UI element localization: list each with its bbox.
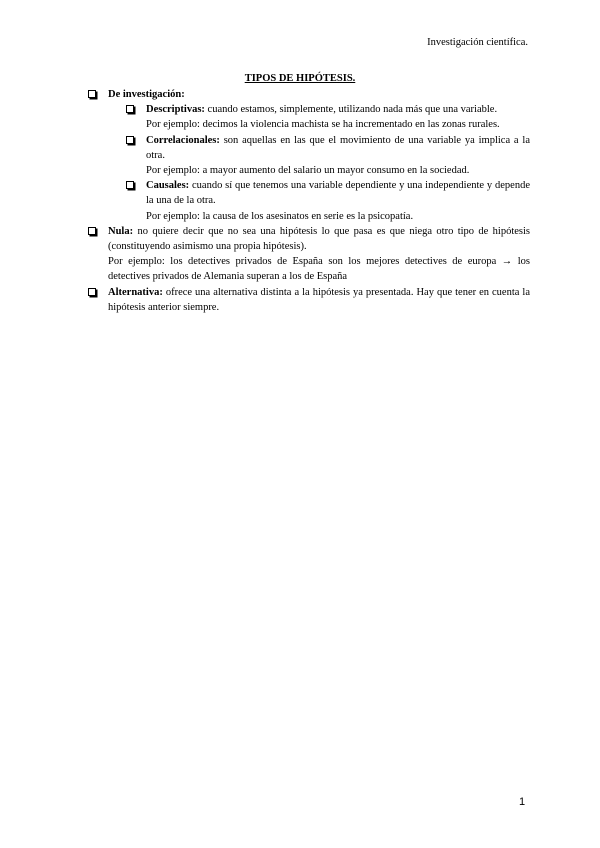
document-title: TIPOS DE HIPÓTESIS. bbox=[244, 73, 356, 84]
document-body bbox=[88, 87, 530, 315]
list-item-nula bbox=[88, 224, 530, 285]
item-text: cuando sí que tenemos una variable dependiente y una independiente y depende la una de la otra. bbox=[146, 180, 530, 207]
item-example: Por ejemplo: la causa de los asesinatos en serie es la psicopatía. bbox=[146, 210, 414, 222]
item-text: no quiere decir que no sea una hipótesis lo que pasa es que niega otro tipo de hipótesis (constituyendo asimismo una propia hipótesis). bbox=[108, 225, 530, 253]
item-text: son aquellas en las que el movimiento de una variable ya implica a la otra. bbox=[146, 134, 530, 161]
checkbox-bullet-icon bbox=[88, 227, 96, 235]
item-label: Alternativa: bbox=[108, 286, 163, 298]
checkbox-bullet-icon bbox=[88, 288, 96, 296]
list-item-de-investigacion bbox=[88, 87, 530, 102]
checkbox-bullet-icon bbox=[126, 181, 134, 189]
item-text: cuando estamos, simplemente, utilizando nada más que una variable. bbox=[204, 104, 498, 116]
list-item-correlacionales bbox=[126, 133, 530, 179]
list-item-descriptivas bbox=[126, 102, 530, 132]
list-item-alternativa bbox=[88, 285, 530, 315]
item-text: ofrece una alternativa distinta a la hipótesis ya presentada. Hay que tener en cuenta la hipótesis anterior siempre. bbox=[108, 286, 530, 313]
checkbox-bullet-icon bbox=[88, 90, 96, 98]
item-example: Por ejemplo: los detectives privados de España son los mejores detectives de europa → los detectives privados de Alemania superan a los de España bbox=[108, 256, 530, 283]
item-label: De investigación: bbox=[108, 89, 185, 100]
item-label: Causales: bbox=[146, 180, 190, 192]
item-example: Por ejemplo: a mayor aumento del salario un mayor consumo en la sociedad. bbox=[146, 165, 470, 177]
item-label: Correlacionales: bbox=[146, 134, 220, 146]
checkbox-bullet-icon bbox=[126, 136, 134, 144]
item-label: Descriptivas: bbox=[146, 104, 205, 116]
list-item-causales bbox=[126, 178, 530, 224]
page-number: 1 bbox=[519, 796, 526, 808]
page-header: Investigación científica. bbox=[427, 37, 528, 48]
checkbox-bullet-icon bbox=[126, 105, 134, 113]
item-label: Nula: bbox=[108, 225, 134, 237]
item-example: Por ejemplo: decimos la violencia machista se ha incrementado en las zonas rurales. bbox=[146, 119, 500, 131]
